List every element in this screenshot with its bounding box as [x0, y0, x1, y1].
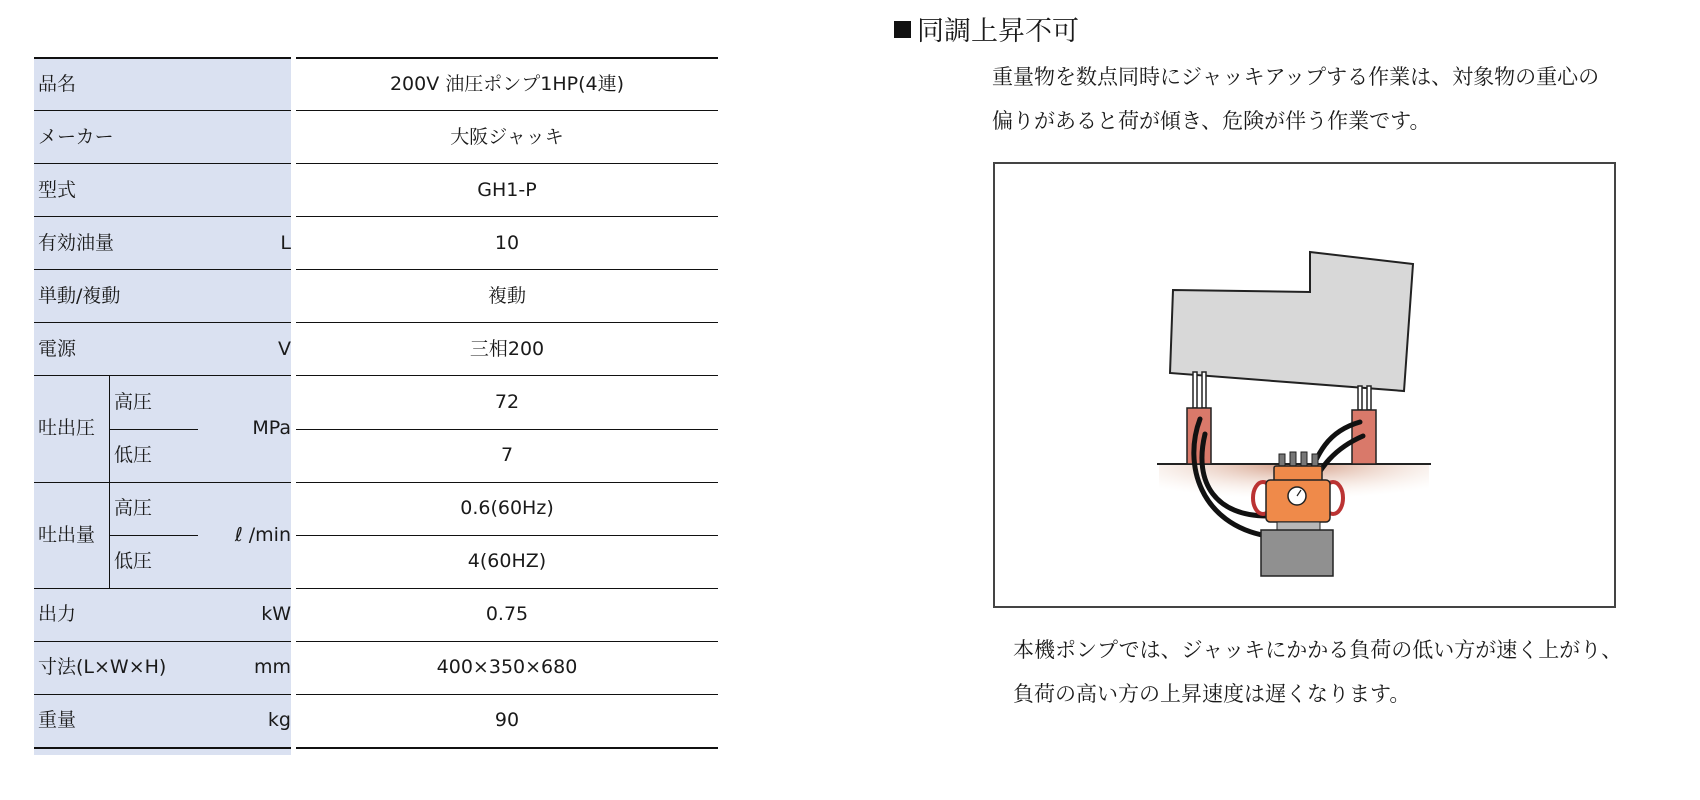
row-label: 型式: [38, 179, 77, 201]
row-value: 10: [494, 232, 520, 254]
row-value: 0.75: [485, 603, 529, 625]
tilted-load-icon: [1170, 252, 1413, 391]
row-unit: L: [280, 232, 291, 254]
row-unit: kg: [267, 709, 291, 731]
sub-row-label: 高圧: [114, 497, 153, 519]
row-unit: kW: [261, 603, 291, 625]
sub-row-label: 高圧: [114, 391, 153, 413]
row-label: 単動/複動: [38, 285, 121, 307]
row-value: 三相200: [469, 338, 545, 360]
sub-row-label: 低圧: [114, 550, 153, 572]
row-value: 200V 油圧ポンプ1HP(4連): [389, 73, 625, 95]
row-label: 出力: [38, 603, 77, 625]
sub-row-label: 低圧: [114, 444, 153, 466]
row-value: 0.6(60Hz): [460, 497, 554, 519]
row-value: 7: [500, 444, 514, 466]
intro-line: 偏りがあると荷が傾き、危険が伴う作業です。: [992, 109, 1431, 133]
row-value: 複動: [487, 285, 526, 307]
row-unit: mm: [253, 656, 291, 678]
note-line: 負荷の高い方の上昇速度は遅くなります。: [1013, 682, 1411, 706]
intro-line: 重量物を数点同時にジャッキアップする作業は、対象物の重心の: [992, 65, 1600, 89]
row-value: 大阪ジャッキ: [450, 126, 564, 148]
row-value: 4(60HZ): [467, 550, 547, 572]
row-label: 吐出圧: [38, 417, 96, 439]
row-label: メーカー: [38, 126, 114, 148]
section-heading: [894, 14, 1079, 50]
spec-table: [34, 57, 718, 755]
row-label: 有効油量: [38, 232, 115, 254]
row-label: 電源: [38, 338, 77, 360]
row-label: 重量: [38, 709, 77, 731]
illustration: [995, 164, 1614, 606]
row-value: 400×350×680: [436, 656, 578, 678]
row-unit: V: [278, 338, 291, 360]
section-heading-text: 同調上昇不可: [917, 16, 1079, 47]
label-column-bg: [34, 57, 291, 755]
row-label: 寸法(L×W×H): [38, 656, 167, 678]
row-value: 90: [494, 709, 520, 731]
row-value: 72: [494, 391, 520, 413]
row-label: 品名: [38, 73, 77, 95]
illustration-frame: [993, 162, 1616, 608]
row-value: GH1-P: [477, 179, 537, 201]
row-unit: ℓ /min: [234, 524, 291, 546]
row-label: 吐出量: [38, 524, 96, 546]
square-bullet-icon: [894, 21, 911, 38]
note-line: 本機ポンプでは、ジャッキにかかる負荷の低い方が速く上がり、: [1013, 638, 1623, 662]
row-unit: MPa: [252, 417, 291, 439]
